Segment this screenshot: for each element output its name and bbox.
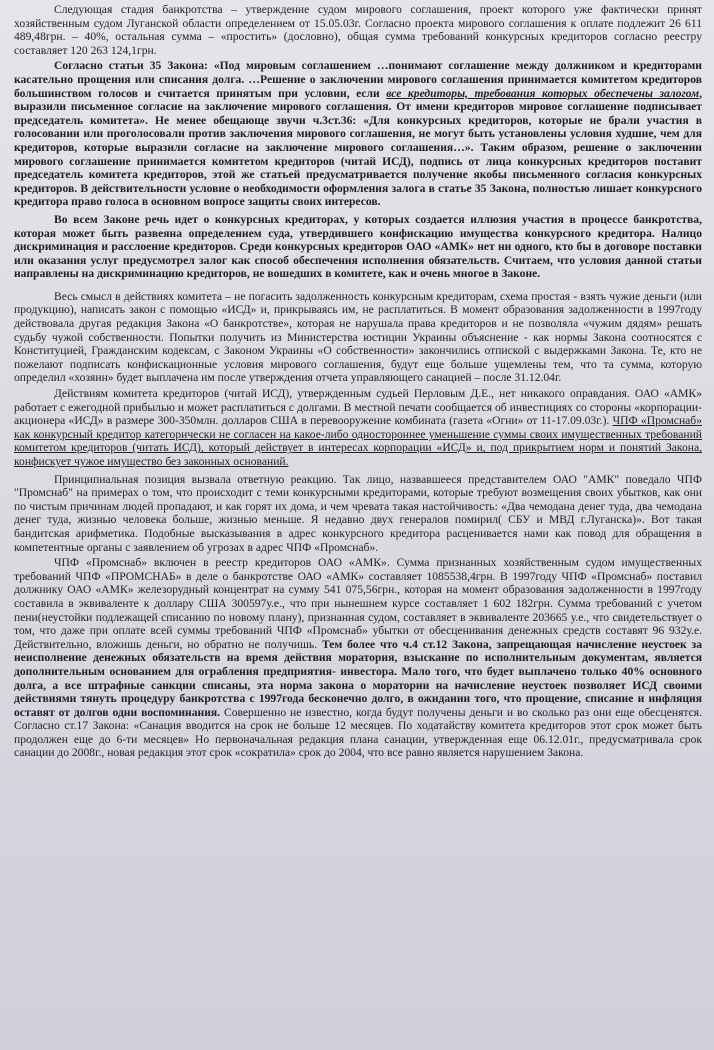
paragraph-7-part-1: ЧПФ «Промснаб» включен в реестр кредиторов ОАО «АМК». Сумма признанных хозяйственным судом имущественных требований ЧПФ «ПРОМСНАБ» в деле о банкротстве ОАО «АМК» составляет 1085538,4грн. В 1997году ЧПФ «Промснаб» поставил должнику ОАО «АМК» железорудный концентрат на сумму 541 075,56грн., которая на момент образования задолженности в 1997году составила в эквиваленте к доллару США 300597у.е., что при нынешнем курсе составляет 1 602 182грн. Сумма требований с учетом пени(неустойки подлежащей списанию по новому плану), признанная судом, составляет в эквиваленте 203665 у.е., что свидетельствует о том, что даже при оплате всей суммы требований ЧПФ «Промснаб» убытки от обесценивания денежных средств составят 96 932у.е. Действительно, вложишь деньги, но обратно не получишь. — [14, 556, 702, 651]
paragraph-3: Во всем Законе речь идет о конкурсных кредиторах, у которых создается иллюзия участия в процессе банкротства, которая может быть развеяна определением суда, утвердившего конфискацию имущества конкурсного кредитора. Налицо дискриминация и расслоение кредиторов. Среди конкурсных кредиторов ОАО «АМК» нет ни одного, кто бы в договоре поставки или оказания услуг предусмотрел залог как способ обеспечения исполнения обязательств. Считаем, что условия данной статьи направлены на дискриминацию кредиторов, не вошедших в комитете, как и очень многое в Законе. — [14, 212, 702, 281]
paragraph-5-part-1: Действиям комитета кредиторов (читай ИСД), утвержденным судьей Перловым Д.Е., нет никакого оправдания. ОАО «АМК» работает с ежегодной прибылью и может расплатиться с долгами. В местной печати сообщается об инвестициях со стороны «корпорации-акционера «ИСД» в размере 300-350млн. долларов США в перевооружение комбината (газета «Огни» от 11-17.09.03г.). — [14, 387, 702, 428]
paragraph-4: Весь смысл в действиях комитета – не погасить задолженность конкурсным кредиторам, схема простая - взять чужие деньги (или продукцию), написать закон с помощью «ИСД» и, прикрываясь им, не расплатиться. В момент образования задолженности в 1997году действовала другая редакция Закона «О банкротстве», которая не нарушала права кредиторов и не позволяла «чужим дядям» решать судьбу чужой собственности. Попытки получить из Министерства юстиции Украины объяснение - как нормы Закона соотносятся с Конституцией, Гражданским кодексам, с Законом Украины «О собственности» закончились отпиской с выдержками Закона. Те, кто не пожелают подписать конфискационные условия мирового соглашения, будут еще больше ущемлены тем, что та сумма, которую определил «хозяин» будет выплачена им после утверждения отчета управляющего санацией – после 31.12.04г. — [14, 289, 702, 385]
paragraph-7 — [14, 556, 702, 760]
paragraph-7-bold: Тем более что ч.4 ст.12 Закона, запрещающая начисление неустоек за неисполнение денежных обязательств на время действия моратория, взыскание по исполнительным документам, является дополнительным основанием для ограбления предприятия- инвестора. Мало того, что будет выплачено только 40% основного долга, а все штрафные санкции списаны, эта норма закона о моратории на начисление неустоек позволяет ИСД своими действиями тянуть процедуру банкротства с 1997года бесконечно долго, в ожидании того, что прощение, списание и инфляция оставят от долгов одни воспоминания. — [14, 637, 702, 719]
paragraph-5 — [14, 387, 702, 469]
paragraph-2 — [14, 59, 702, 209]
paragraph-7-part-3: Совершенно не известно, когда будут получены деньги и во сколько раз они еще обесценятся. Согласно ст.17 Закона: «Санация вводится на срок не больше 12 месяцев. По ходатайству комитета кредиторов этот срок может быть продолжен еще до 6-ти месяцев» Но первоначальная редакция плана санации, утвержденная еще 06.12.01г., предусматривала срок санации до 2008г., новая редакция этот срок «сократила» срок до 2004, что все равно является нарушением Закона. — [14, 705, 703, 760]
paragraph-2-underlined: все кредиторы, требования которых обеспечены залогом — [386, 86, 700, 100]
paragraph-5-underlined: ЧПФ «Промснаб» как конкурсный кредитор категорически не согласен на какое-либо одностороннее уменьшение суммы своих имущественных требований комитетом кредиторов (читать ИСД), который действует в интересах корпорации «ИСД» и, под прикрытием норм и понятий Закона, конфискует чужое имущество без законных оснований. — [14, 414, 702, 468]
paragraph-6: Принципиальная позиция вызвала ответную реакцию. Так лицо, назвавшееся представителем ОАО "АМК" поведало ЧПФ "Промснаб" на примерах о том, что происходит с теми конкурсными кредиторами, которые требуют возмещения своих убытков, как они по чистым причинам людей пропадают, и как горят их дома, и чем чревата такая настойчивость: «Два чемодана денег туда, два чемодана денег туда, жизнью человека больше, жизнью меньше. Я недавно двух генералов помирил( СБУ и МВД г.Луганска)». Вот такая бандитская арифметика. Подобные высказывания в адрес конкурсного кредитора расценивается нами как повод для обращения в компетентные органы с заявлением об угрозах в адрес ЧПФ «Промснаб». — [14, 472, 702, 554]
paragraph-1: Следующая стадия банкротства – утверждение судом мирового соглашения, проект которого уже фактически принят хозяйственным судом Луганской области определением от 15.05.03г. Согласно проекта мирового соглашения к оплате подлежит 26 611 489,48грн. – 40%, остальная сумма – «простить» (дословно), общая сумма требований конкурсных кредиторов согласно реестру составляет 120 263 124,1грн. — [14, 3, 702, 57]
paragraph-2-part-2: , выразили письменное согласие на заключение мирового соглашения. От имени кредиторов мировое соглашение подписывает председатель комитета». Не менее обещающе звучи ч.3ст.36: «Для конкурсных кредиторов, которые не брали участия в голосовании или проголосовали против заключения мирового соглашения, не могут быть установлены условия худшие, чем для кредиторов, которые выразили согласие на заключение мирового соглашения…». Таким образом, решение о заключении мирового соглашение принимается комитетом кредиторов (читай ИСД), подпись от лица конкурсных кредиторов поставит председатель комитета кредиторов, этой же статьей предусматривается получение якобы письменного согласия конкурсных кредиторов. В действительности условие о необходимости оформления залога в статье 35 Закона, полностью лишает конкурсного кредитора право голоса в основном вопросе защиты своих интересов. — [14, 86, 702, 209]
paragraph-2-part-1: Согласно статьи 35 Закона: «Под мировым соглашением …понимают соглашение между должником и кредиторами касательно прощения или списания долга. …Решение о заключении мирового соглашения принимается комитетом кредиторов большинством голосов и считается принятым при условии, если — [14, 59, 702, 100]
